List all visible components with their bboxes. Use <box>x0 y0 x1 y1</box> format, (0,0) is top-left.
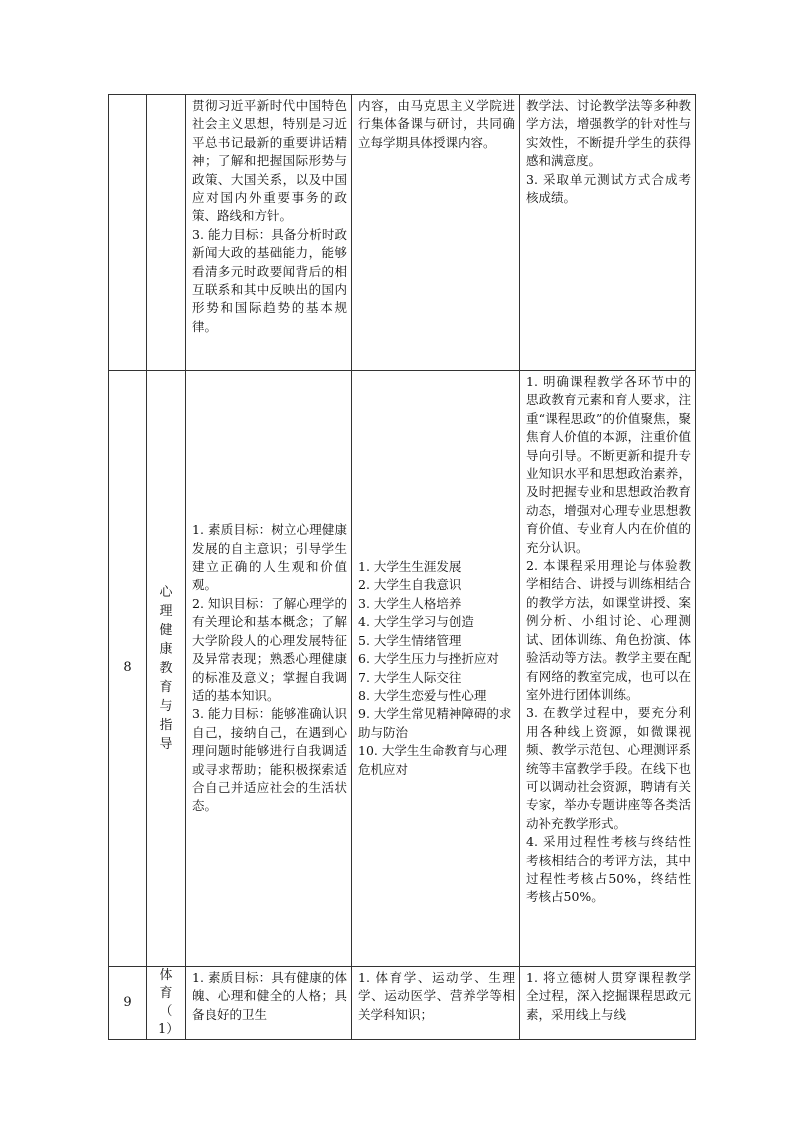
content-cell: 内容，由马克思主义学院进行集体备课与研讨，共同确立每学期具体授课内容。 <box>352 95 520 371</box>
table-row <box>109 371 696 967</box>
course-name-cell <box>147 95 186 371</box>
row-number-cell: 9 <box>109 967 147 1040</box>
table-row <box>109 95 696 371</box>
row-number-cell: 8 <box>109 371 147 967</box>
content-cell: 1. 大学生生涯发展 2. 大学生自我意识 3. 大学生人格培养 4. 大学生学习与创造 5. 大学生情绪管理 6. 大学生压力与挫折应对 7. 大学生人际交往 8. 大学生恋爱与性心理 9. 大学生常见精神障碍的求助与防治 10. 大学生生命教育与心理危机应对 <box>352 371 520 967</box>
course-name-cell <box>147 371 186 967</box>
table-row <box>109 967 696 1040</box>
objectives-cell: 1. 素质目标：树立心理健康发展的自主意识；引导学生建立正确的人生观和价值观。 2. 知识目标：了解心理学的有关理论和基本概念；了解大学阶段人的心理发展特征及异常表现；熟悉心理健康的标准及意义；掌握自我调适的基本知识。 3. 能力目标：能够准确认识自己，接纳自己，在遇到心理问题时能够进行自我调适或寻求帮助；能积极探索适合自己并适应社会的生活状态。 <box>186 371 352 967</box>
requirements-cell: 1. 明确课程教学各环节中的思政教育元素和育人要求，注重“课程思政”的价值聚焦，聚焦育人价值的本源，注重价值导向引导。不断更新和提升专业知识水平和思想政治素养，及时把握专业和思想政治教育动态，增强对心理专业思想教育价值、专业育人内在价值的充分认识。 2. 本课程采用理论与体验教学相结合、讲授与训练相结合的教学方法，如课堂讲授、案例分析、小组讨论、心理测试、团体训练、角色扮演、体验活动等方法。教学主要在配有网络的教室完成，也可以在室外进行团体训练。 3. 在教学过程中，要充分利用各种线上资源，如微课视频、教学示范包、心理测评系统等丰富教学手段。在线下也可以调动社会资源，聘请有关专家，举办专题讲座等各类活动补充教学形式。 4. 采用过程性考核与终结性考核相结合的考评方法，其中过程性考核占50%，终结性考核占50%。 <box>520 371 696 967</box>
objectives-cell: 贯彻习近平新时代中国特色社会主义思想，特别是习近平总书记最新的重要讲话精神；了解和把握国际形势与政策、大国关系，以及中国应对国内外重要事务的政策、路线和方针。 3. 能力目标：具备分析时政新闻大政的基础能力，能够看清多元时政要闻背后的相互联系和其中反映出的国内形势和国际趋势的基本规律。 <box>186 95 352 371</box>
requirements-cell: 教学法、讨论教学法等多种教学方法，增强教学的针对性与实效性，不断提升学生的获得感和满意度。 3. 采取单元测试方式合成考核成绩。 <box>520 95 696 371</box>
curriculum-table <box>108 94 696 1040</box>
course-name-vertical: 体育（1） <box>158 968 180 1037</box>
row-number-cell <box>109 95 147 371</box>
course-name-cell <box>147 967 186 1040</box>
course-name-vertical: 心理健康教育与指导 <box>159 585 173 752</box>
content-cell: 1. 体育学、运动学、生理学、运动医学、营养学等相关学科知识； <box>352 967 520 1040</box>
requirements-cell: 1. 将立德树人贯穿课程教学全过程，深入挖掘课程思政元素，采用线上与线 <box>520 967 696 1040</box>
objectives-cell: 1. 素质目标：具有健康的体魄、心理和健全的人格；具备良好的卫生 <box>186 967 352 1040</box>
